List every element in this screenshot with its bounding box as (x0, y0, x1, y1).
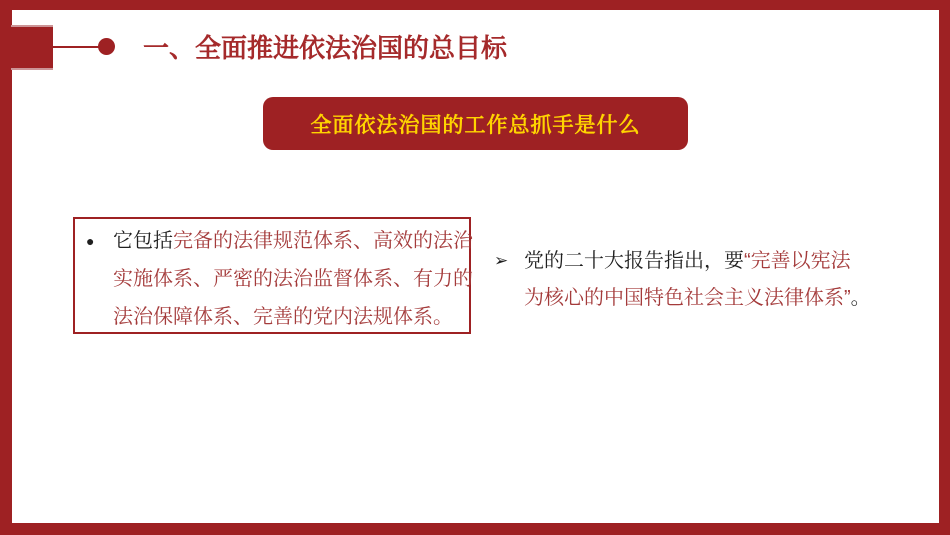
text-segment: 它包括 (113, 230, 173, 252)
definition-text (113, 222, 473, 336)
right-border-bar (939, 0, 950, 535)
top-border-bar (0, 0, 950, 10)
title-connector-line (53, 46, 99, 48)
arrowhead-bullet-icon: ➢ (494, 251, 509, 270)
question-banner-text: 全面依法治国的工作总抓手是什么 (310, 113, 641, 137)
text-segment: 法治保障体系、完善的党内法规体系。 (113, 306, 453, 328)
page-title: 一、全面推进依法治国的总目标 (143, 33, 508, 63)
question-banner (263, 97, 688, 150)
report-note-line-2 (524, 280, 871, 317)
report-note-text (524, 243, 871, 317)
report-note (494, 243, 871, 317)
definition-box (73, 217, 471, 334)
bottom-border-bar (0, 523, 950, 535)
text-segment: 为核心的中国特色社会主义法律体系” (524, 287, 851, 309)
text-segment: 完备的法律规范体系、高效的法治 (173, 230, 473, 252)
definition-line-2 (113, 260, 473, 298)
text-segment: 。 (850, 287, 871, 309)
definition-line-1 (113, 222, 473, 260)
title-decoration-square (11, 25, 53, 70)
text-segment: “完善以宪法 (744, 250, 851, 272)
circle-bullet-icon: ● (86, 233, 95, 249)
text-segment: 实施体系、严密的法治监督体系、有力的 (113, 268, 473, 290)
text-segment: 党的二十大报告指出，要 (524, 250, 744, 272)
left-border-bar (0, 0, 12, 535)
definition-line-3 (113, 298, 473, 336)
report-note-line-1 (524, 243, 871, 280)
title-bullet-dot-icon (98, 38, 115, 55)
